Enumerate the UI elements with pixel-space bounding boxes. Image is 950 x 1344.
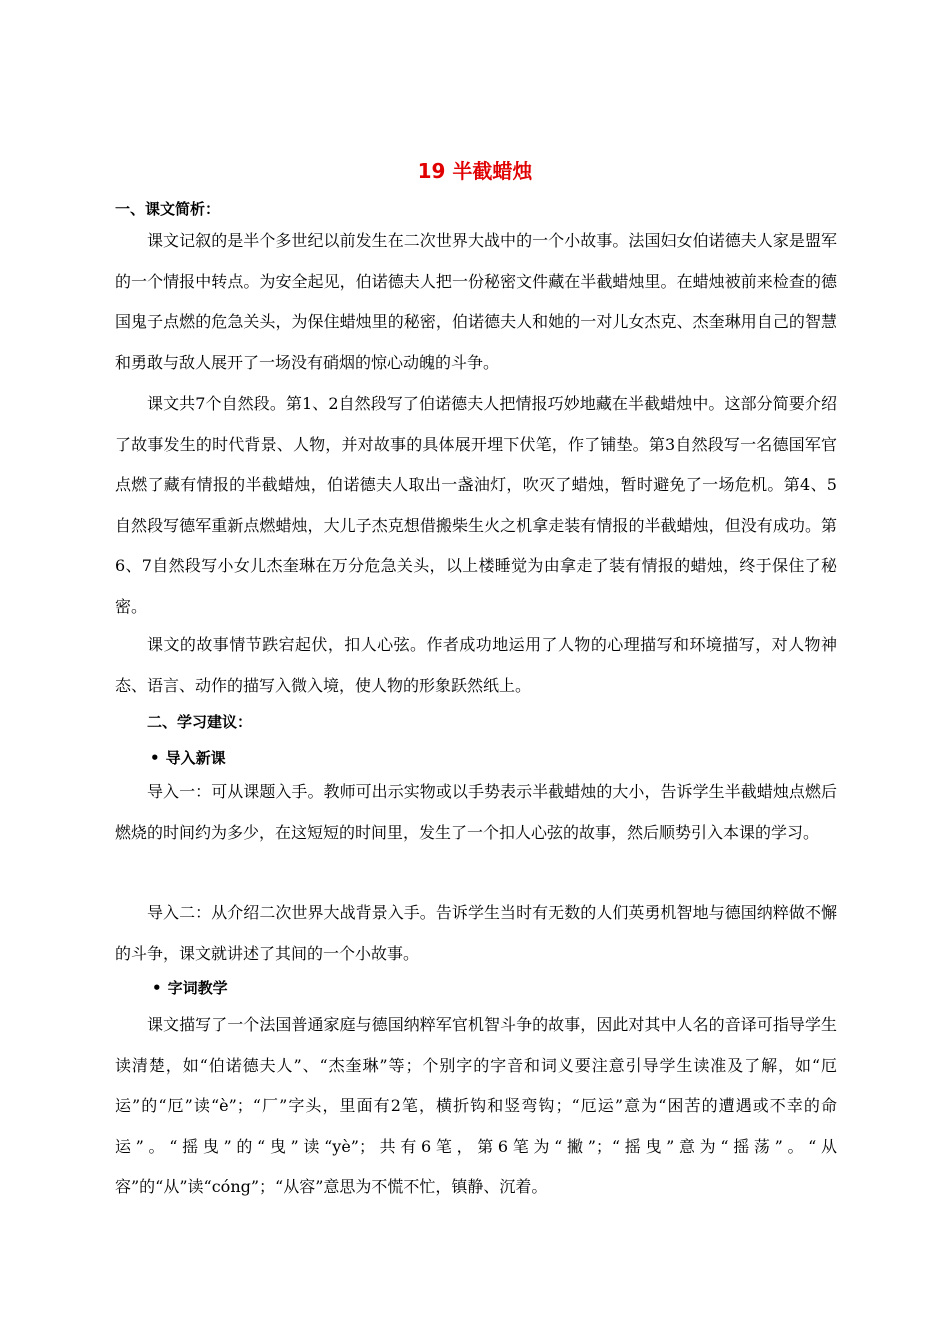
paragraph-analysis-1: 课文记叙的是半个多世纪以前发生在二次世界大战中的一个小故事。法国妇女伯诺德夫人家是盟军的一个情报中转点。为安全起见，伯诺德夫人把一份秘密文件藏在半截蜡烛里。在蜡烛被前来检查的德国鬼子点燃的危急关头，为保住蜡烛里的秘密，伯诺德夫人和她的一对儿女杰克、杰奎琳用自己的智慧和勇敢与敌人展开了一场没有硝烟的惊心动魄的斗争。: [115, 231, 837, 372]
paragraph-vocabulary-1: 课文描写了一个法国普通家庭与德国纳粹军官机智斗争的故事，因此对其中人名的音译可指导学生读清楚，如“伯诺德夫人”、“杰奎琳”等；个别字的字音和词义要注意引导学生读准及了解，如“厄运”的“厄”读“è”；“厂”字头，里面有2笔，横折钩和竖弯钩；“厄运”意为“困苦的遭遇或不幸的命运”。“摇曳”的“曳”读“yè”；共有6笔，第6笔为“撇”；“摇曳”意为“摇荡”。“从容”的“从”读“cóng”；“从容”意思为不慌不忙，镇静、沉着。: [115, 1015, 837, 1196]
subheading-vocabulary: [152, 978, 228, 998]
subheading-intro-label: 导入新课: [165, 749, 226, 767]
bullet-icon: •: [152, 979, 162, 997]
section-heading-suggestions: 二、学习建议：: [147, 713, 253, 731]
paragraph-analysis-3: 课文的故事情节跌宕起伏，扣人心弦。作者成功地运用了人物的心理描写和环境描写，对人物神态、语言、动作的描写入微入境，使人物的形象跃然纸上。: [115, 635, 837, 695]
paragraph-intro-2: 导入二：从介绍二次世界大战背景入手。告诉学生当时有无数的人们英勇机智地与德国纳粹做不懈的斗争，课文就讲述了其间的一个小故事。: [115, 903, 837, 963]
subheading-vocabulary-label: 字词教学: [167, 979, 228, 997]
section-heading-analysis: 一、课文简析：: [115, 200, 221, 218]
subheading-intro: [150, 748, 226, 768]
bullet-icon: •: [150, 749, 160, 767]
paragraph-intro-1: 导入一：可从课题入手。教师可出示实物或以手势表示半截蜡烛的大小，告诉学生半截蜡烛点燃后燃烧的时间约为多少，在这短短的时间里，发生了一个扣人心弦的故事，然后顺势引入本课的学习。: [115, 782, 837, 842]
paragraph-analysis-2: 课文共7个自然段。第1、2自然段写了伯诺德夫人把情报巧妙地藏在半截蜡烛中。这部分简要介绍了故事发生的时代背景、人物，并对故事的具体展开埋下伏笔，作了铺垫。第3自然段写一名德国军官点燃了藏有情报的半截蜡烛，伯诺德夫人取出一盏油灯，吹灭了蜡烛，暂时避免了一场危机。第4、5自然段写德军重新点燃蜡烛，大儿子杰克想借搬柴生火之机拿走装有情报的半截蜡烛，但没有成功。第6、7自然段写小女儿杰奎琳在万分危急关头，以上楼睡觉为由拿走了装有情报的蜡烛，终于保住了秘密。: [115, 394, 837, 616]
document-title: 19 半截蜡烛: [417, 159, 533, 183]
